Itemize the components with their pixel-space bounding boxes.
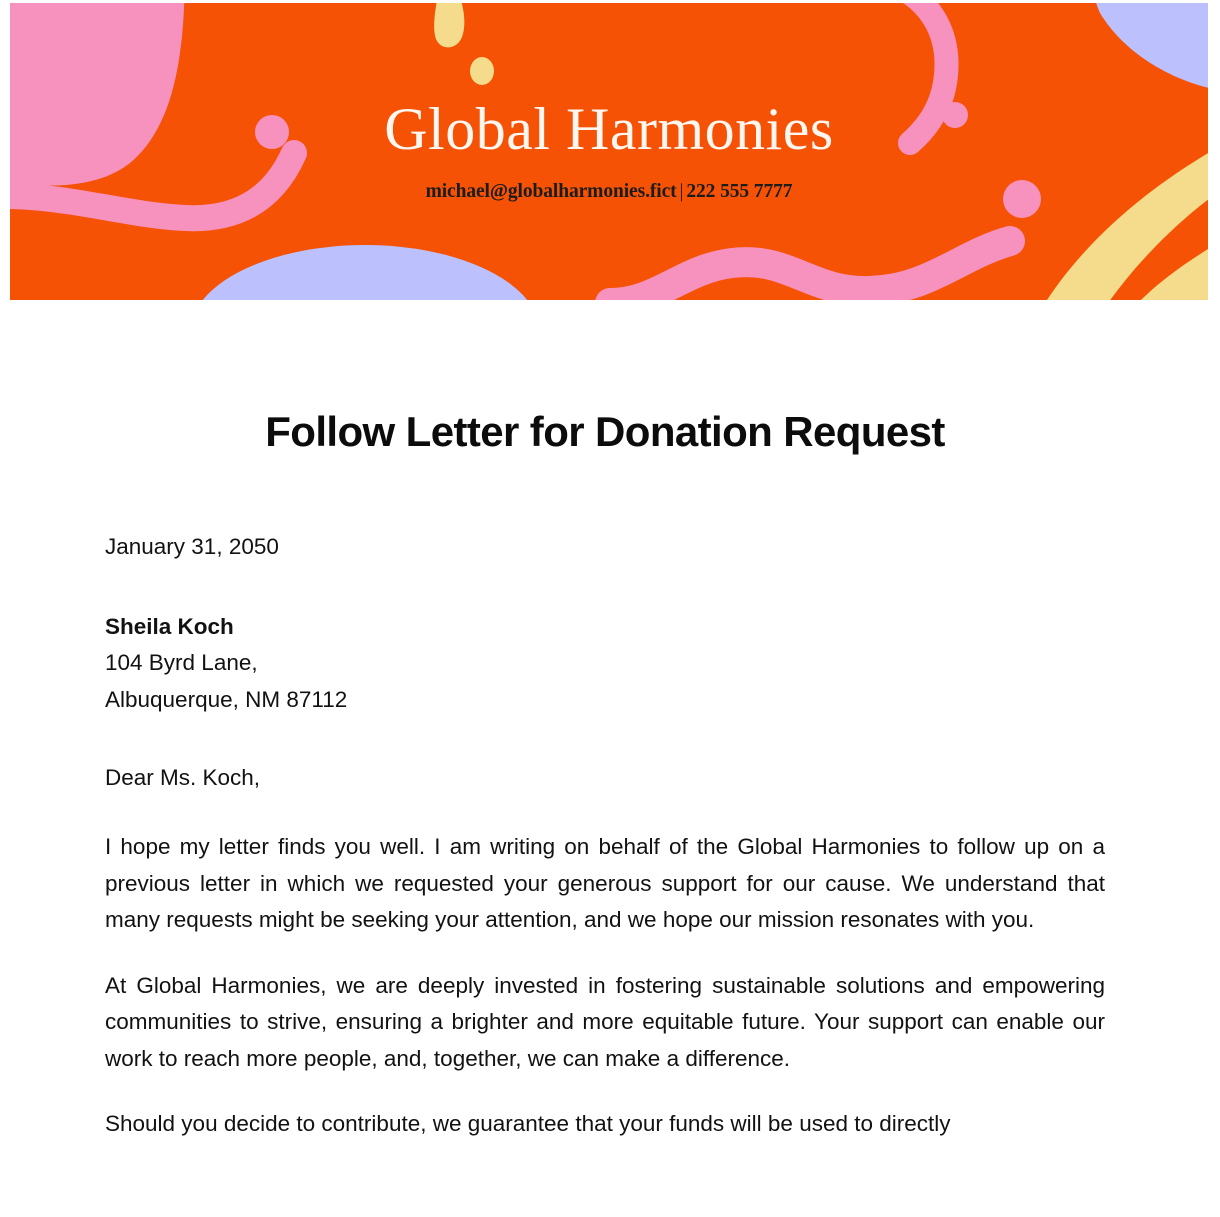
letter-body bbox=[105, 300, 1105, 1165]
banner-background bbox=[10, 3, 1208, 300]
organization-name: Global Harmonies bbox=[384, 96, 834, 162]
recipient-name: Sheila Koch bbox=[105, 613, 234, 639]
salutation: Dear Ms. Koch, bbox=[105, 764, 261, 790]
yellow-dot-top bbox=[470, 57, 494, 85]
pink-dot-left bbox=[255, 115, 289, 149]
pink-dot-right-upper bbox=[942, 102, 968, 128]
pink-dot-right-lower bbox=[1003, 180, 1041, 218]
yellow-teardrop-top bbox=[434, 3, 464, 47]
contact-email: michael@globalharmonies.fict bbox=[425, 181, 677, 202]
letterhead-decorative-shapes bbox=[10, 3, 1208, 300]
document-title: Follow Letter for Donation Request bbox=[265, 408, 945, 455]
body-paragraph-1: I hope my letter finds you well. I am writing on behalf of the Global Harmonies to follow up on a previous letter in which we requested your generous support for our cause. We understand that many requests might be seeking your attention, and we hope our mission resonates with you. bbox=[105, 834, 1105, 933]
recipient-city-state-zip: Albuquerque, NM 87112 bbox=[105, 686, 348, 712]
letterhead-banner bbox=[10, 3, 1208, 300]
body-paragraph-3: Should you decide to contribute, we guarantee that your funds will be used to directly bbox=[105, 1111, 951, 1137]
letter-date: January 31, 2050 bbox=[105, 534, 279, 560]
recipient-street: 104 Byrd Lane, bbox=[105, 650, 258, 676]
body-paragraph-2: At Global Harmonies, we are deeply invested in fostering sustainable solutions and empowering communities to strive, ensuring a brighter and more equitable future. Your support can enable our work to reach more people, and, together, we can make a difference. bbox=[105, 972, 1105, 1071]
contact-separator: | bbox=[679, 181, 684, 202]
contact-phone: 222 555 7777 bbox=[686, 181, 793, 202]
recipient-address-block bbox=[105, 609, 1105, 718]
